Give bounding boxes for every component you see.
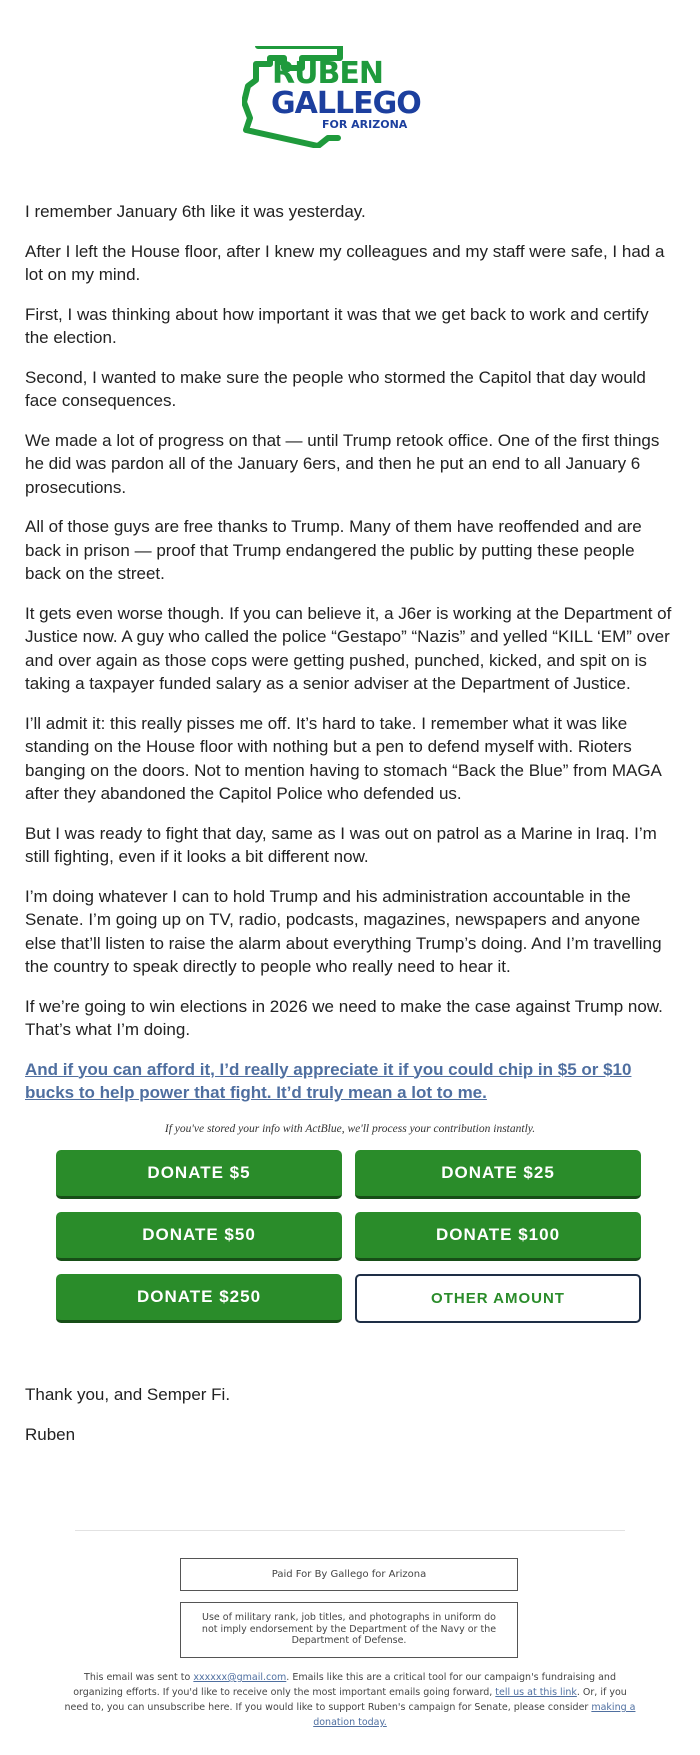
logo-gallego: GALLEGO: [271, 86, 421, 121]
military-disclaimer-box: Use of military rank, job titles, and photographs in uniform do not imply endorsement by the Department of the Navy or the Department of Defense.: [180, 1602, 518, 1658]
donate-5-button[interactable]: DONATE $5: [56, 1150, 342, 1199]
other-amount-button[interactable]: OTHER AMOUNT: [355, 1274, 641, 1323]
logo-for-arizona: FOR ARIZONA: [322, 118, 408, 131]
donate-250-button[interactable]: DONATE $250: [56, 1274, 342, 1323]
paragraph-9: But I was ready to fight that day, same as I was out on patrol as a Marine in Iraq. I’m still fighting, even if it looks a bit different now.: [25, 823, 657, 866]
footer-text-after: . Or, if you need to, you can unsubscribe here. If you would like to support Ruben's campaign for Senate, please consider: [64, 1687, 627, 1713]
paragraph-11: If we’re going to win elections in 2026 we need to make the case against Trump now. That’s what I’m doing.: [25, 996, 663, 1039]
footer-divider: [75, 1530, 625, 1531]
arizona-state-outline-logo: [242, 46, 458, 148]
logo-ruben: RUBEN: [272, 56, 383, 91]
donate-cta-link[interactable]: And if you can afford it, I’d really appreciate it if you could chip in $5 or $10 bucks to help power that fight. It’d truly mean a lot to me.: [25, 1059, 632, 1102]
footer-sent-to: This email was sent to: [84, 1672, 194, 1683]
paragraph-1: I remember January 6th like it was yesterday.: [25, 202, 366, 221]
actblue-note: If you've stored your info with ActBlue, we'll process your contribution instantly.: [164, 1122, 536, 1135]
campaign-logo: [242, 46, 458, 148]
signature-name: Ruben: [25, 1425, 76, 1444]
donate-50-button[interactable]: DONATE $50: [56, 1212, 342, 1261]
recipient-email-link[interactable]: xxxxxx@gmail.com: [193, 1672, 287, 1683]
paragraph-3: First, I was thinking about how important it was that we get back to work and certify the election.: [25, 304, 649, 347]
footer-text: [60, 1670, 640, 1730]
paragraph-5: We made a lot of progress on that — until Trump retook office. One of the first things he did was pardon all of the January 6ers, and then he put an end to all January 6 prosecutions.: [25, 430, 660, 497]
donate-button-grid: [56, 1150, 675, 1323]
paragraph-10: I’m doing whatever I can to hold Trump and his administration accountable in the Senate. I’m going up on TV, radio, podcasts, magazines, newspapers and anyone else that’ll listen to raise the alarm about everything Trump’s doing. And I’m travelling the country to speak directly to people who really need to hear it.: [25, 886, 662, 976]
paragraph-7: It gets even worse though. If you can believe it, a J6er is working at the Department of Justice now. A guy who called the police “Gestapo” “Nazis” and yelled “KILL ‘EM” over and over again as those cops were getting pushed, punched, kicked, and spit on is taking a taxpayer funded salary as a senior adviser at the Department of Justice.: [25, 603, 672, 693]
tell-us-link[interactable]: tell us at this link: [495, 1687, 577, 1698]
paragraph-8: I’ll admit it: this really pisses me off. It’s hard to take. I remember what it was like standing on the House floor with nothing but a pen to defend myself with. Rioters banging on the doors. Not to mention having to stomach “Back the Blue” from MAGA after they abandoned the Capitol Police who defended us.: [25, 713, 661, 803]
paragraph-4: Second, I wanted to make sure the people who stormed the Capitol that day would face consequences.: [25, 367, 646, 410]
paid-for-box: Paid For By Gallego for Arizona: [180, 1558, 518, 1591]
footer-text-mid: . Emails like this are a critical tool for our campaign's fundraising and organizing efforts. If you'd like to receive only the most important emails going forward,: [73, 1672, 616, 1698]
signoff-line: Thank you, and Semper Fi.: [25, 1385, 231, 1404]
signoff: [25, 1383, 230, 1463]
email-body: [25, 200, 675, 1323]
donate-25-button[interactable]: DONATE $25: [355, 1150, 641, 1199]
donation-link[interactable]: making a donation today.: [313, 1702, 636, 1728]
paragraph-6: All of those guys are free thanks to Trump. Many of them have reoffended and are back in prison — proof that Trump endangered the public by putting these people back on the street.: [25, 517, 642, 583]
paragraph-2: After I left the House floor, after I knew my colleagues and my staff were safe, I had a lot on my mind.: [25, 241, 665, 284]
donate-100-button[interactable]: DONATE $100: [355, 1212, 641, 1261]
